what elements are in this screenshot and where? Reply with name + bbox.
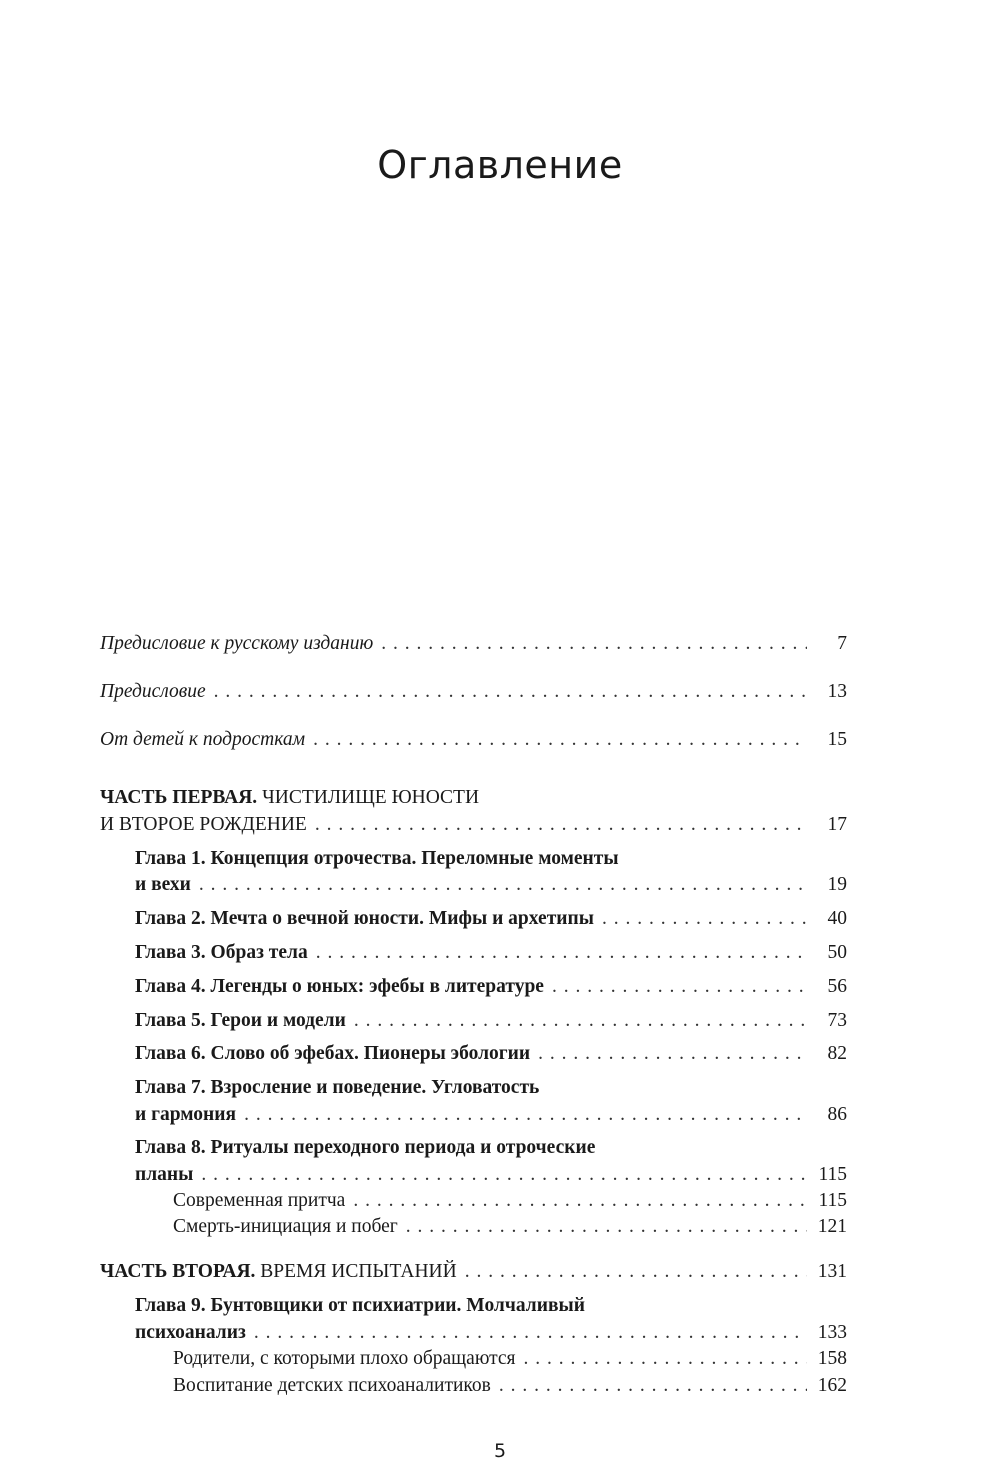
toc-page-number: 86 bbox=[827, 1104, 847, 1125]
toc-entry-text: планы bbox=[135, 1164, 194, 1185]
toc-entry-text: Глава 4. Легенды о юных: эфебы в литературе bbox=[135, 976, 544, 997]
toc-entry-text: и гармония bbox=[135, 1104, 237, 1125]
toc-entry-text: психоанализ bbox=[135, 1322, 246, 1343]
toc-page-number: 158 bbox=[817, 1348, 847, 1369]
toc-entry-ch6[interactable] bbox=[135, 1042, 847, 1066]
leader-dots bbox=[201, 1163, 807, 1187]
part-label: ЧАСТЬ ВТОРАЯ. bbox=[100, 1261, 256, 1282]
toc-entry-part2[interactable] bbox=[100, 1260, 847, 1284]
toc-ch7-line1[interactable]: Глава 7. Взросление и поведение. Угловатость bbox=[135, 1077, 540, 1098]
toc-entry-text: От детей к подросткам bbox=[100, 729, 306, 750]
toc-page-number: 7 bbox=[837, 633, 847, 654]
toc-entry-ch3[interactable] bbox=[135, 941, 847, 965]
leader-dots bbox=[316, 941, 807, 965]
toc-entry-text: Предисловие к русскому изданию bbox=[100, 633, 374, 654]
toc-entry-ch8-sub2[interactable] bbox=[173, 1215, 847, 1239]
leader-dots bbox=[199, 873, 807, 897]
part-title: ВРЕМЯ ИСПЫТАНИЙ bbox=[260, 1261, 457, 1282]
toc-entry-ch2[interactable] bbox=[135, 907, 847, 931]
toc-entry-text: Родители, с которыми плохо обращаются bbox=[173, 1348, 516, 1369]
toc-entry-ch8[interactable] bbox=[135, 1163, 847, 1187]
toc-ch9-line1[interactable]: Глава 9. Бунтовщики от психиатрии. Молчаливый bbox=[135, 1295, 585, 1316]
leader-dots bbox=[354, 1009, 807, 1033]
toc-part1-line1[interactable] bbox=[100, 786, 847, 810]
toc-page-number: 19 bbox=[827, 874, 847, 895]
toc-entry-ch9-sub1[interactable] bbox=[173, 1347, 847, 1371]
leader-dots bbox=[406, 1215, 807, 1239]
toc-page-number: 17 bbox=[827, 814, 847, 835]
toc-page-number: 115 bbox=[818, 1164, 847, 1185]
leader-dots bbox=[465, 1260, 807, 1284]
toc-entry-ch9[interactable] bbox=[135, 1321, 847, 1345]
toc-entry-preface-ru[interactable] bbox=[100, 632, 847, 656]
toc-entry-text bbox=[100, 1260, 457, 1284]
toc-entry-part1[interactable] bbox=[100, 813, 847, 837]
leader-dots bbox=[499, 1374, 807, 1398]
leader-dots bbox=[254, 1321, 807, 1345]
toc-entry-text: Современная притча bbox=[173, 1190, 346, 1211]
leader-dots bbox=[315, 813, 807, 837]
toc-ch8-line1[interactable]: Глава 8. Ритуалы переходного периода и отроческие bbox=[135, 1137, 596, 1158]
leader-dots bbox=[313, 728, 807, 752]
toc-entry-ch5[interactable] bbox=[135, 1009, 847, 1033]
toc-entry-ch8-sub1[interactable] bbox=[173, 1189, 847, 1213]
page-title: Оглавление bbox=[377, 143, 623, 187]
leader-dots bbox=[214, 680, 807, 704]
toc-page-number: 133 bbox=[817, 1322, 847, 1343]
leader-dots bbox=[244, 1103, 807, 1127]
toc-ch1-line1[interactable]: Глава 1. Концепция отрочества. Переломные моменты bbox=[135, 848, 619, 869]
page-number: 5 bbox=[493, 1440, 507, 1462]
toc-entry-text: Глава 5. Герои и модели bbox=[135, 1010, 346, 1031]
toc-entry-text: Глава 3. Образ тела bbox=[135, 942, 308, 963]
toc-page-number: 15 bbox=[827, 729, 847, 750]
toc-page-number: 82 bbox=[827, 1043, 847, 1064]
toc-page-number: 115 bbox=[818, 1190, 847, 1211]
leader-dots bbox=[381, 632, 807, 656]
toc-entry-ch7[interactable] bbox=[135, 1103, 847, 1127]
toc-entry-text: Воспитание детских психоаналитиков bbox=[173, 1375, 491, 1396]
toc-entry-ch9-sub2[interactable] bbox=[173, 1374, 847, 1398]
toc-page-number: 162 bbox=[817, 1375, 847, 1396]
toc-entry-ch4[interactable] bbox=[135, 975, 847, 999]
leader-dots bbox=[602, 907, 807, 931]
toc-entry-text: и вехи bbox=[135, 874, 191, 895]
leader-dots bbox=[538, 1042, 807, 1066]
toc-page-number: 131 bbox=[817, 1261, 847, 1282]
toc-entry-ch1[interactable] bbox=[135, 873, 847, 897]
toc-page-number: 13 bbox=[827, 681, 847, 702]
toc-page-number: 121 bbox=[817, 1216, 847, 1237]
leader-dots bbox=[552, 975, 807, 999]
toc-entry-text: Предисловие bbox=[100, 681, 206, 702]
toc-entry-from-children[interactable] bbox=[100, 728, 847, 752]
toc-entry-preface[interactable] bbox=[100, 680, 847, 704]
toc-page-number: 56 bbox=[827, 976, 847, 997]
part-title-line1: ЧИСТИЛИЩЕ ЮНОСТИ bbox=[262, 787, 480, 808]
toc-entry-text: Глава 6. Слово об эфебах. Пионеры эбологии bbox=[135, 1043, 531, 1064]
leader-dots bbox=[353, 1189, 807, 1213]
toc-entry-text: Смерть-инициация и побег bbox=[173, 1216, 398, 1237]
part-label: ЧАСТЬ ПЕРВАЯ. bbox=[100, 787, 258, 808]
toc-page-number: 50 bbox=[827, 942, 847, 963]
toc-entry-text: Глава 2. Мечта о вечной юности. Мифы и архетипы bbox=[135, 908, 594, 929]
part-title-line2: И ВТОРОЕ РОЖДЕНИЕ bbox=[100, 814, 307, 835]
toc-page-number: 40 bbox=[827, 908, 847, 929]
toc-page-number: 73 bbox=[827, 1010, 847, 1031]
leader-dots bbox=[524, 1347, 807, 1371]
